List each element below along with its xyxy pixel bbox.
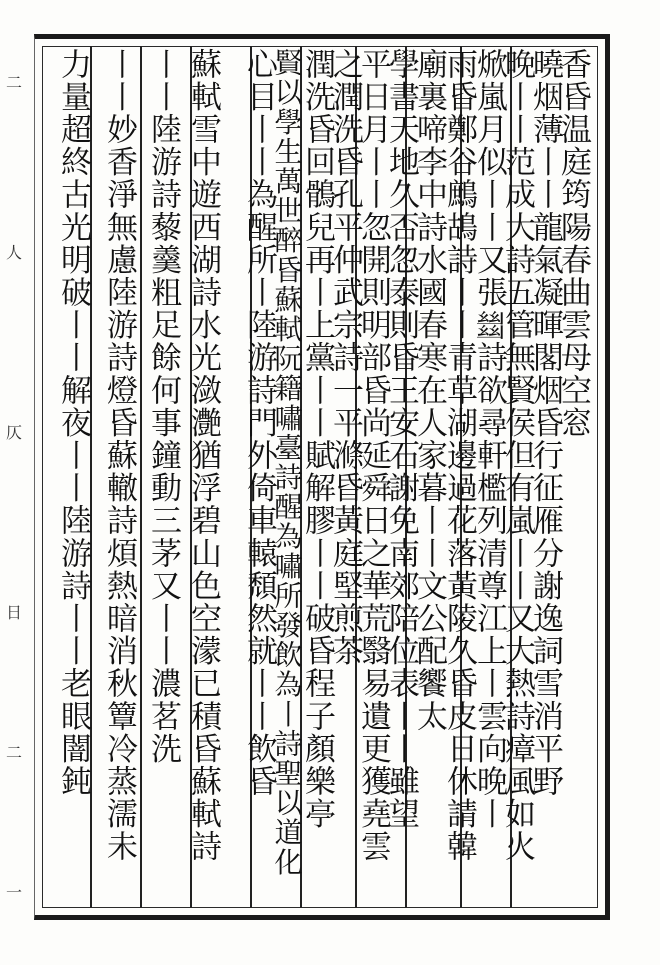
text-column-10: 潤洗昏回鶻兒再丨上黨丨丨賦解膠丨丨破昏程子顏樂亭 xyxy=(299,48,335,831)
margin-mark: 仄 xyxy=(6,423,23,442)
margin-mark: 二 xyxy=(6,73,23,92)
text-column-9: 之潤洗昏孔平仲武宗詩一平滌昏黃庭堅煎茶 xyxy=(327,48,363,668)
text-column-14: 丨丨陸游詩藜羹粗足餘何事鐘動三茅又丨丨濃茗洗 xyxy=(145,48,181,766)
text-column-8: 平日月丨丨忽開則明部昏尚延舜日之華荒翳易遺更獲堯雲 xyxy=(355,48,391,863)
text-column-3: 晚丨丨范成大詩五管無賢侯但有嵐丨丨又大熱詩瘴風如火 xyxy=(499,48,535,863)
text-column-5: 雨昏鄭谷鷓鴣詩丨丨青草湖邊過花落黃陵久昏皮日休請韓 xyxy=(441,48,477,863)
text-column-4: 焮嵐月似丨丨又張𢇍詩欲尋軒檻列清尊江上丨雲向晚丨 xyxy=(471,48,507,831)
text-column-11: 賢以學生萬世醉昏蘇軾阮籍嘯臺詩醒為嘯所發飲為丨詩聖以道化 xyxy=(270,48,304,877)
text-column-12: 心目丨丨為醒所丨陸游詩門外倚車轅頹然就丨丨飲昏 xyxy=(241,48,277,798)
margin-mark: 一 xyxy=(6,883,23,902)
text-column-13: 蘇軾雪中遊西湖詩水光潋灔猶浮碧山色空濛已積昏蘇軾詩 xyxy=(185,48,221,863)
margin-mark: 二 xyxy=(6,743,23,762)
book-edge-margin xyxy=(0,40,34,920)
text-column-16: 力量超終古光明破丨丨解夜丨丨陸游詩丨丨老眼闇鈍 xyxy=(55,48,91,798)
text-column-7: 學書天地久否忽泰則昏王安石謝免南郊陪位表丨丨雖望 xyxy=(383,48,419,831)
margin-mark: 日 xyxy=(6,603,23,622)
text-column-2: 曉烟薄丨丨龍氣凝暉閣烟昏行征雁分謝逸詞雪消平野 xyxy=(527,48,563,798)
margin-mark: 人 xyxy=(6,243,23,262)
text-column-1: 香昏温庭筠陽春曲雲母空窓 xyxy=(555,48,591,440)
text-column-6: 廟裏啼李中詩水國春寒在人家暮丨丨文公配饗太 xyxy=(411,48,447,733)
text-column-15: 丨丨妙香淨無慮陸游詩燈昏蘇轍詩煩熱暗消秋簟冷蒸濡未 xyxy=(101,48,137,863)
